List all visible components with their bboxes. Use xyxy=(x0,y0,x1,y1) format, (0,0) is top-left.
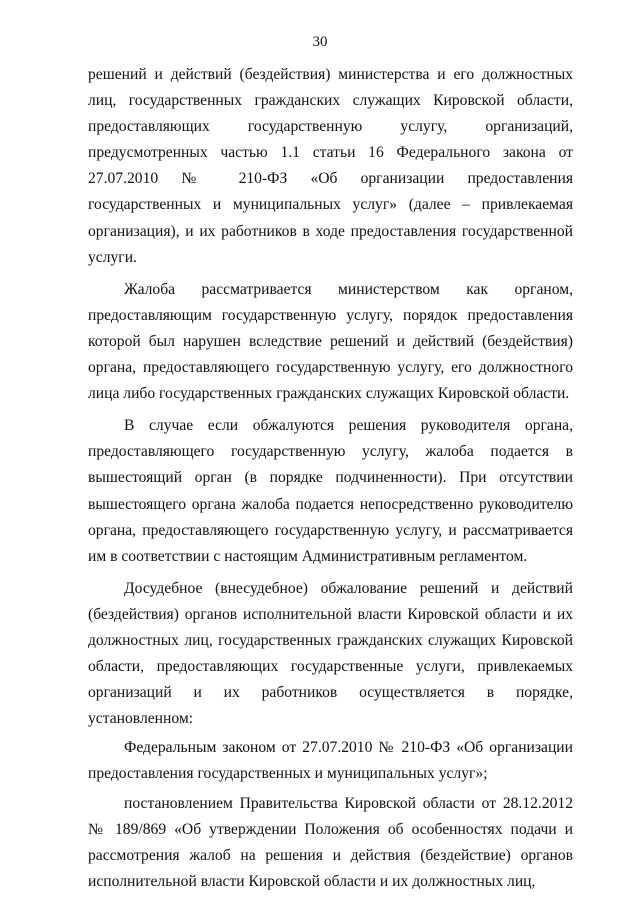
paragraph-federal-law-reference: Федеральным законом от 27.07.2010 № 210-ФЗ «Об организации предоставления государственных и муниципальных услуг»; xyxy=(88,739,573,783)
document-body xyxy=(88,62,573,901)
paragraph-head-decision-appeal: В случае если обжалуются решения руководителя органа, предоставляющего государственную услугу, жалоба подается в вышестоящий орган (в порядке подчиненности). При отсутствии вышестоящего органа жалоба подается непосредственно руководителю органа, предоставляющего государственную услугу, и рассматривается им в соответствии с настоящим Административным регламентом. xyxy=(88,417,573,565)
paragraph-complaint-review: Жалоба рассматривается министерством как органом, предоставляющим государственную услугу, порядок предоставления которой был нарушен вследствие решений и действий (бездействия) органа, предоставляющего государственную услугу, его должностного лица либо государственных гражданских служащих Кировской области. xyxy=(88,280,573,403)
paragraph-complaint-subject-continuation: решений и действий (бездействия) министерства и его должностных лиц, государственных гражданских служащих Кировской области, предоставляющих государственную услугу, организаций, предусмотренных частью 1.1 статьи 16 Федерального закона от 27.07.2010 № 210-ФЗ «Об организации предоставления государственных и муниципальных услуг» (далее – привлекаемая организация), и их работников в ходе предоставления государственной услуги. xyxy=(88,66,573,266)
page-number: 30 xyxy=(312,34,328,50)
paragraph-pretrial-appeal-procedure: Досудебное (внесудебное) обжалование решений и действий (бездействия) органов исполнительной власти Кировской области и их должностных лиц, государственных гражданских служащих Кировской области, предоставляющих государственные услуги, привлекаемых организаций и их работников осуществляется в порядке, установленном: xyxy=(88,579,573,728)
paragraph-government-resolution-reference: постановлением Правительства Кировской области от 28.12.2012 № 189/869 «Об утверждении Положения об особенностях подачи и рассмотрения жалоб на решения и действия (бездействие) органов исполнительной власти Кировской области и их должностных лиц, xyxy=(88,794,573,890)
